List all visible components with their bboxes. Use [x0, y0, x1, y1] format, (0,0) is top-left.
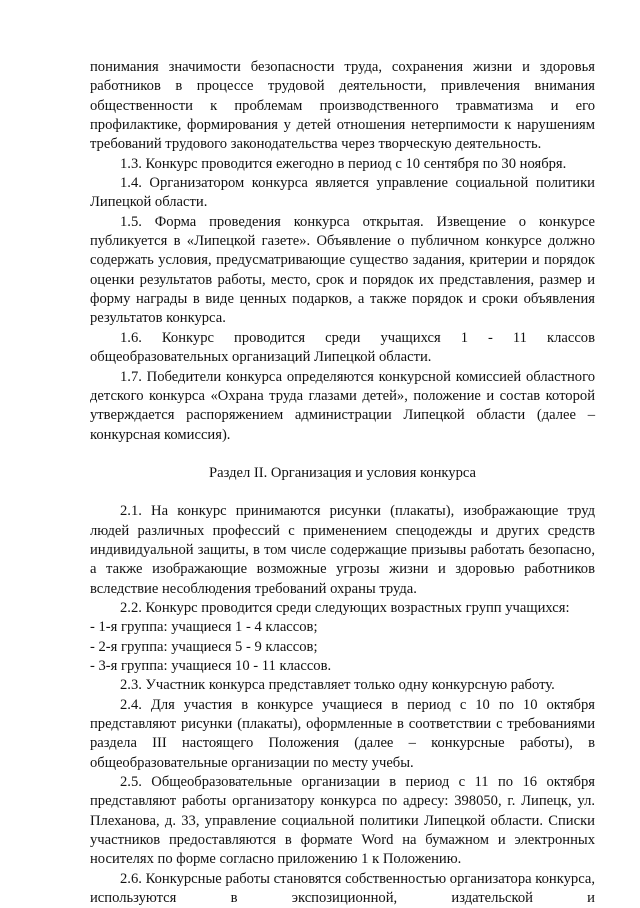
list-item-age-group-2: - 2-я группа: учащиеся 5 - 9 классов; — [90, 638, 318, 655]
section-heading: Раздел II. Организация и условия конкурса — [208, 464, 477, 481]
paragraph-2-5: 2.5. Общеобразовательные организации в период с 11 по 16 октября представляют работы организатору конкурса по адресу: 398050, г. Липецк, ул. Плеханова, д. 33, управление социальной политики Липецкой области. Списки участников предоставляются в формате Word на бумажном и электронных носителях по форме согласно приложению 1 к Положению. — [90, 774, 595, 868]
paragraph-2-6: 2.6. Конкурсные работы становятся собственностью организатора конкурса, используются в экспозиционной, издательской и — [90, 870, 595, 907]
paragraph-1-3: 1.3. Конкурс проводится ежегодно в период с 10 сентября по 30 ноября. — [120, 155, 567, 172]
paragraph-2-4: 2.4. Для участия в конкурсе учащиеся в период с 10 по 10 октября представляют рисунки (плакаты), оформленные в соответствии с требованиями раздела III настоящего Положения (далее – конкурсные работы), в общеобразовательные организации по месту учебы. — [90, 696, 595, 771]
paragraph-1-7: 1.7. Победители конкурса определяются конкурсной комиссией областного детского конкурса «Охрана труда глазами детей», положение и состав которой утверждается распоряжением администрации Липецкой области (далее – конкурсная комиссия). — [90, 368, 595, 443]
document-page — [90, 58, 595, 908]
paragraph-intro-continuation: понимания значимости безопасности труда, сохранения жизни и здоровья работников в процессе трудовой деятельности, привлечения внимания общественности к проблемам производственного травматизма и его профилактике, формирования у детей отношения нетерпимости к нарушениям требований трудового законодательства через творческую деятельность. — [90, 59, 595, 153]
list-item-age-group-3: - 3-я группа: учащиеся 10 - 11 классов. — [90, 657, 332, 674]
paragraph-1-6: 1.6. Конкурс проводится среди учащихся 1 - 11 классов общеобразовательных организаций Липецкой области. — [90, 329, 595, 366]
paragraph-1-4: 1.4. Организатором конкурса является управление социальной политики Липецкой области. — [90, 175, 595, 211]
paragraph-2-1: 2.1. На конкурс принимаются рисунки (плакаты), изображающие труд людей различных профессий с применением спецодежды и других средств индивидуальной защиты, в том числе содержащие призывы работать безопасно, а также изображающие возможные угрозы жизни и здоровью работников вследствие несоблюдения требований охраны труда. — [90, 503, 595, 597]
list-item-age-group-1: - 1-я группа: учащиеся 1 - 4 классов; — [90, 619, 318, 636]
paragraph-2-3: 2.3. Участник конкурса представляет только одну конкурсную работу. — [120, 677, 555, 694]
paragraph-1-5: 1.5. Форма проведения конкурса открытая. Извещение о конкурсе публикуется в «Липецкой газете». Объявление о публичном конкурсе должно содержать условия, предусматривающие существо задания, критерии и порядок оценки результатов работы, место, срок и порядок их представления, размер и форму награды в виде ценных подарков, а также порядок и сроки объявления результатов конкурса. — [90, 213, 595, 327]
paragraph-2-2: 2.2. Конкурс проводится среди следующих возрастных групп учащихся: — [120, 599, 570, 616]
